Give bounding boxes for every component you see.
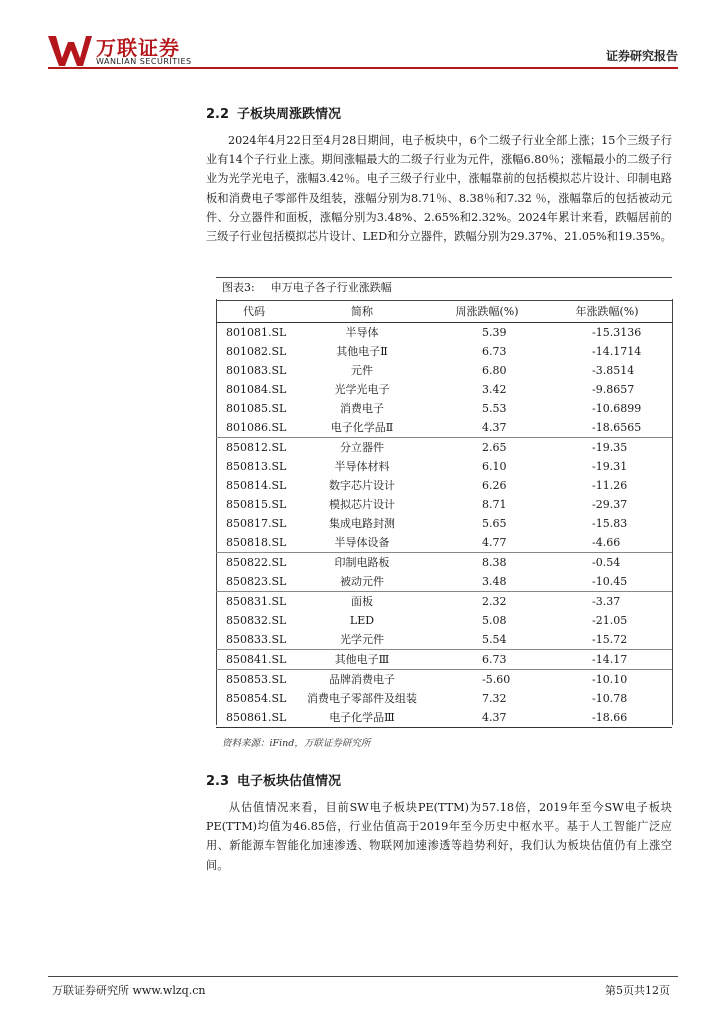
cell-weekly: 5.54 [482,633,507,647]
section-paragraph [206,798,672,875]
figure-title: 申万电子各子行业涨跌幅 [270,281,392,294]
cell-name: 电子化学品Ⅱ [330,421,394,435]
cell-yearly: -11.26 [592,479,628,493]
table-row [216,399,672,418]
cell-yearly: -14.1714 [592,345,642,359]
report-type-label: 证券研究报告 [605,49,678,63]
cell-yearly: -10.78 [592,692,628,706]
footer-source: 万联证券研究所 www.wlzq.cn [52,984,206,997]
column-header: 简称 [292,300,432,323]
cell-weekly: 4.77 [482,536,507,550]
cell-weekly: 8.38 [432,553,542,573]
cell-yearly: -29.37 [592,498,628,512]
column-header: 年涨跌幅(%) [542,300,672,323]
page-header [48,26,678,66]
cell-yearly: -0.54 [542,553,672,573]
cell-yearly: -18.6565 [592,421,642,435]
cell-name: 半导体 [345,326,379,339]
cell-weekly: 6.26 [482,479,507,493]
table-row [216,533,672,553]
cell-code: 850814.SL [226,479,287,493]
section-paragraph [206,131,672,246]
cell-yearly: -9.8657 [592,383,635,397]
cell-code: 801086.SL [226,421,287,435]
cell-yearly: -10.45 [592,575,628,589]
cell-name: 消费电子 [340,402,384,416]
industry-performance-table [216,300,672,728]
table-row [216,553,672,573]
cell-weekly: 5.53 [482,402,507,416]
cell-code: 850823.SL [226,575,287,589]
table-row [216,650,672,670]
cell-code: 850861.SL [216,708,292,728]
cell-weekly: 4.37 [482,421,507,435]
table-row [216,670,672,690]
cell-code: 801083.SL [226,364,287,378]
cell-yearly: -4.66 [592,536,621,550]
cell-weekly: 6.10 [482,460,507,474]
company-logo [48,32,248,68]
cell-yearly: -3.37 [542,592,672,612]
table-row [216,592,672,612]
cell-weekly: 6.73 [432,650,542,670]
cell-code: 801081.SL [226,326,287,339]
logo-chinese-name: 万联证券 [96,36,180,60]
table-row [216,323,672,343]
table-row [216,380,672,399]
column-header: 周涨跌幅(%) [432,300,542,323]
cell-name: 光学光电子 [334,383,390,397]
cell-name: 数字芯片设计 [329,479,395,493]
cell-code: 850854.SL [226,692,287,706]
cell-name: LED [349,614,375,628]
cell-yearly: -15.3136 [592,326,642,339]
paragraph-text: 2024年4月22日至4月28日期间，电子板块中，6个二级子行业全部上涨；15个三级子行业有14个子行业上涨。期间涨幅最大的二级子行业为元件，涨幅6.80％；涨幅最小的二级子行业为光学光电子，涨幅3.42％。电子三级子行业中，涨幅靠前的包括模拟芯片设计、印制电路板和消费电子零部件及组装，涨幅分别为8.71％、8.38％和7.32 ％，涨幅靠后的包括被动元件、分立器件和面板，涨幅分别为3.48%、2.65%和2.32%。2024年累计来看，跌幅居前的三级子行业包括模拟芯片设计、LED和分立器件，跌幅分别为29.37%、21.05%和19.35%。 [206,134,672,244]
cell-weekly: 3.42 [482,383,507,397]
cell-weekly: 5.08 [482,614,507,628]
cell-yearly: -18.66 [542,708,672,728]
cell-name: 半导体设备 [334,536,390,550]
table-row [216,342,672,361]
cell-name: 其他电子Ⅲ [292,650,432,670]
cell-name: 元件 [351,364,373,378]
cell-yearly: -10.6899 [592,402,642,416]
cell-name: 集成电路封测 [329,517,395,531]
figure-source: 资料来源：iFind，万联证券研究所 [222,738,371,749]
cell-weekly: 7.32 [482,692,507,706]
cell-weekly: 3.48 [482,575,507,589]
cell-yearly: -19.35 [542,438,672,458]
table-row [216,438,672,458]
footer-divider [48,976,678,977]
cell-code: 850831.SL [216,592,292,612]
cell-code: 850833.SL [226,633,287,647]
table-row [216,572,672,592]
cell-code: 850853.SL [216,670,292,690]
section-heading-2-3 [206,770,341,789]
cell-weekly: 2.65 [432,438,542,458]
cell-weekly: 6.80 [482,364,507,378]
cell-yearly: -15.72 [592,633,628,647]
table-row [216,361,672,380]
cell-yearly: -3.8514 [592,364,635,378]
cell-name: 被动元件 [340,575,384,589]
cell-code: 850817.SL [226,517,287,531]
cell-code: 850813.SL [226,460,287,474]
cell-yearly: -10.10 [542,670,672,690]
table-row [216,689,672,708]
cell-yearly: -19.31 [592,460,628,474]
cell-weekly: 8.71 [482,498,507,512]
table-row [216,418,672,438]
cell-code: 850822.SL [216,553,292,573]
table-row [216,495,672,514]
column-header: 代码 [216,300,292,323]
cell-name: 电子化学品Ⅲ [292,708,432,728]
cell-code: 850841.SL [216,650,292,670]
cell-weekly: 5.65 [482,517,507,531]
figure-label: 图表3: [222,281,255,294]
cell-name: 光学元件 [340,633,384,647]
cell-weekly: 5.39 [482,326,507,339]
cell-code: 801082.SL [226,345,287,359]
cell-code: 801084.SL [226,383,287,397]
cell-code: 850832.SL [226,614,287,628]
cell-weekly: -5.60 [432,670,542,690]
wanlian-logo-icon [48,34,92,68]
page-number: 第5页共12页 [605,984,670,997]
cell-yearly: -21.05 [592,614,628,628]
cell-weekly: 6.73 [482,345,507,359]
cell-yearly: -15.83 [592,517,628,531]
figure-caption [216,277,672,301]
cell-weekly: 2.32 [432,592,542,612]
table-right-border [672,299,673,725]
section-heading-2-2 [206,103,341,122]
logo-english-name: WANLIAN SECURITIES [96,57,192,66]
paragraph-text: 从估值情况来看，目前SW电子板块PE(TTM)为57.18倍，2019年至今SW电子板块PE(TTM)均值为46.85倍，行业估值高于2019年至今历史中枢水平。基于人工智能广泛应用、新能源车智能化加速渗透、物联网加速渗透等趋势利好，我们认为板块估值仍有上涨空间。 [206,801,672,872]
cell-weekly: 4.37 [432,708,542,728]
cell-code: 801085.SL [226,402,287,416]
section-number: 2.3 [206,774,230,789]
cell-name: 品牌消费电子 [292,670,432,690]
table-row [216,630,672,650]
table-header-row [216,300,672,323]
cell-name: 消费电子零部件及组装 [307,692,417,706]
section-title: 电子板块估值情况 [237,774,342,789]
table-row [216,611,672,630]
cell-name: 印制电路板 [292,553,432,573]
header-divider [48,67,678,69]
table-row [216,708,672,728]
cell-name: 其他电子Ⅱ [336,345,388,359]
cell-code: 850812.SL [216,438,292,458]
table-row [216,457,672,476]
cell-name: 面板 [292,592,432,612]
table-row [216,476,672,495]
cell-code: 850815.SL [226,498,287,512]
cell-code: 850818.SL [226,536,287,550]
cell-name: 分立器件 [292,438,432,458]
cell-name: 半导体材料 [334,460,390,474]
cell-yearly: -14.17 [542,650,672,670]
cell-name: 模拟芯片设计 [329,498,395,512]
section-number: 2.2 [206,107,230,122]
section-title: 子板块周涨跌情况 [237,107,342,122]
table-row [216,514,672,533]
